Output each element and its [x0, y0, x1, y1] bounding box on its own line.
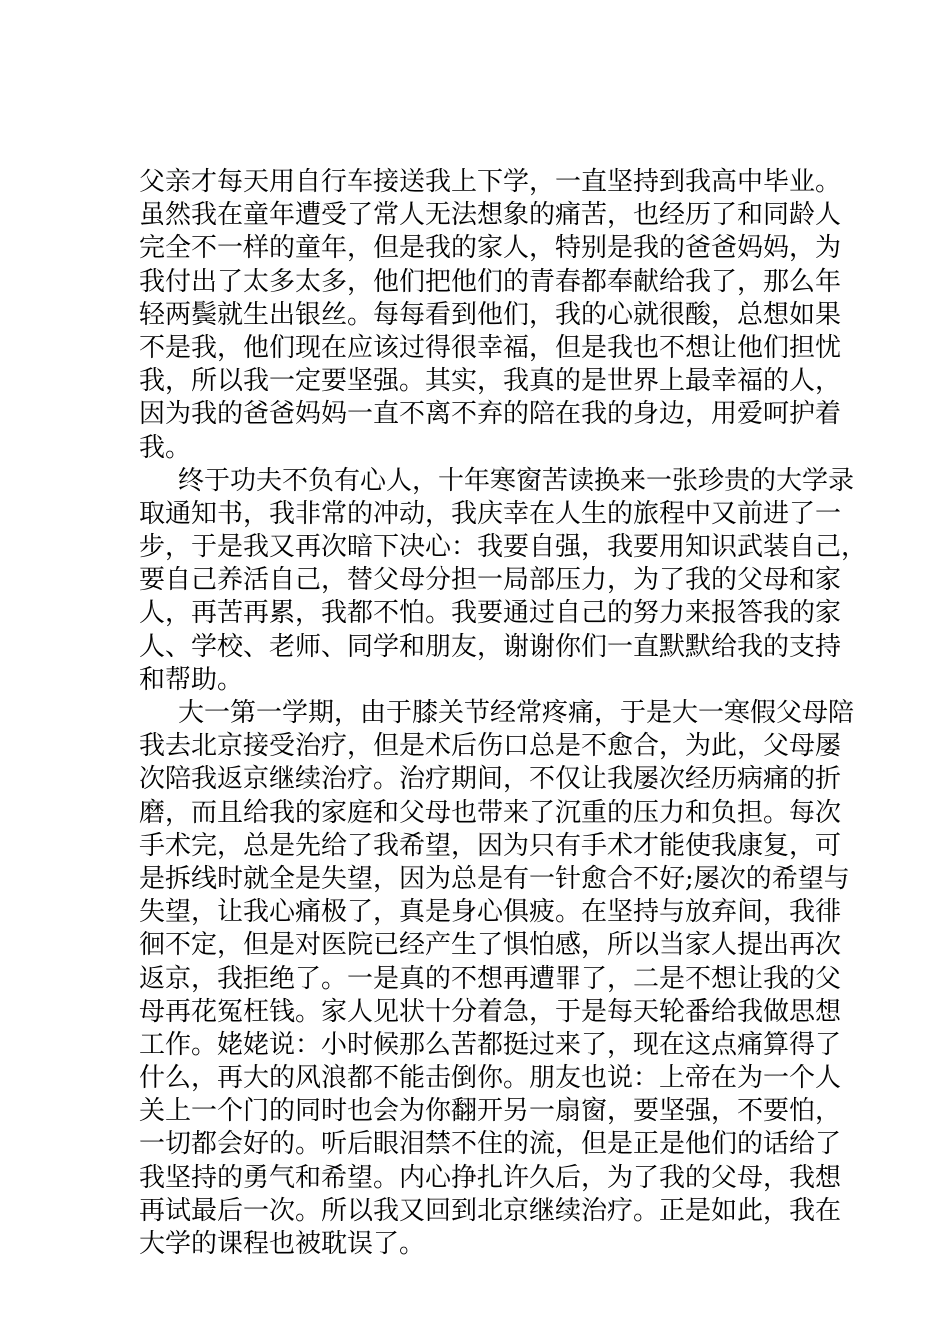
text-line: 父亲才每天用自行车接送我上下学，一直坚持到我高中毕业。	[139, 167, 842, 197]
text-line: 失望，让我心痛极了，真是身心俱疲。在坚持与放弃间，我徘	[139, 897, 842, 928]
text-line: 一切都会好的。听后眼泪禁不住的流，但是正是他们的话给了	[139, 1129, 842, 1160]
text-line: 和帮助。	[139, 664, 244, 695]
text-line: 工作。姥姥说：小时候那么苦都挺过来了，现在这点痛算得了	[139, 1029, 842, 1060]
text-line: 终于功夫不负有心人，十年寒窗苦读换来一张珍贵的大学录	[178, 465, 855, 496]
text-line: 要自己养活自己，替父母分担一局部压力，为了我的父母和家	[139, 565, 842, 596]
paragraph-3	[139, 697, 855, 1261]
text-line: 什么，再大的风浪都不能击倒你。朋友也说：上帝在为一个人	[139, 1063, 842, 1094]
text-line: 磨，而且给我的家庭和父母也带来了沉重的压力和负担。每次	[139, 797, 842, 828]
text-line: 我坚持的勇气和希望。内心挣扎许久后，为了我的父母，我想	[139, 1162, 842, 1193]
text-line: 我，所以我一定要坚强。其实，我真的是世界上最幸福的人，	[139, 366, 842, 397]
paragraph-2	[139, 465, 868, 697]
text-line: 不是我，他们现在应该过得很幸福，但是我也不想让他们担忧	[139, 332, 842, 363]
text-line: 次陪我返京继续治疗。治疗期间，不仅让我屡次经历病痛的折	[139, 764, 842, 795]
text-line: 再试最后一次。所以我又回到北京继续治疗。正是如此，我在	[139, 1195, 842, 1226]
text-line: 我。	[139, 432, 192, 463]
text-line: 返京，我拒绝了。一是真的不想再遭罪了，二是不想让我的父	[139, 963, 842, 994]
text-line: 徊不定，但是对医院已经产生了惧怕感，所以当家人提出再次	[139, 930, 842, 961]
text-line: 步，于是我又再次暗下决心：我要自强，我要用知识武装自己，	[139, 532, 868, 563]
text-line: 大学的课程也被耽误了。	[139, 1229, 426, 1259]
text-line: 关上一个门的同时也会为你翻开另一扇窗，要坚强，不要怕，	[139, 1096, 842, 1127]
text-line: 我去北京接受治疗，但是术后伤口总是不愈合，为此，父母屡	[139, 731, 842, 762]
text-line: 人、学校、老师、同学和朋友，谢谢你们一直默默给我的支持	[139, 631, 842, 662]
text-line: 虽然我在童年遭受了常人无法想象的痛苦，也经历了和同龄人	[139, 200, 842, 231]
text-line: 完全不一样的童年，但是我的家人，特别是我的爸爸妈妈，为	[139, 233, 842, 264]
text-line: 取通知书，我非常的冲动，我庆幸在人生的旅程中又前进了一	[139, 498, 842, 529]
text-line: 我付出了太多太多，他们把他们的青春都奉献给我了，那么年	[139, 266, 842, 297]
paragraph-1	[139, 166, 842, 465]
text-line: 手术完，总是先给了我希望，因为只有手术才能使我康复，可	[139, 830, 842, 861]
text-line: 因为我的爸爸妈妈一直不离不弃的陪在我的身边，用爱呵护着	[139, 399, 842, 430]
body-text	[139, 166, 868, 1261]
text-line: 是拆线时就全是失望，因为总是有一针愈合不好;屡次的希望与	[139, 863, 850, 894]
text-line: 人，再苦再累，我都不怕。我要通过自己的努力来报答我的家	[139, 598, 842, 629]
text-line: 轻两鬓就生出银丝。每每看到他们，我的心就很酸，总想如果	[139, 299, 842, 330]
text-line: 大一第一学期，由于膝关节经常疼痛，于是大一寒假父母陪	[178, 698, 855, 728]
text-line: 母再花冤枉钱。家人见状十分着急，于是每天轮番给我做思想	[139, 996, 842, 1027]
